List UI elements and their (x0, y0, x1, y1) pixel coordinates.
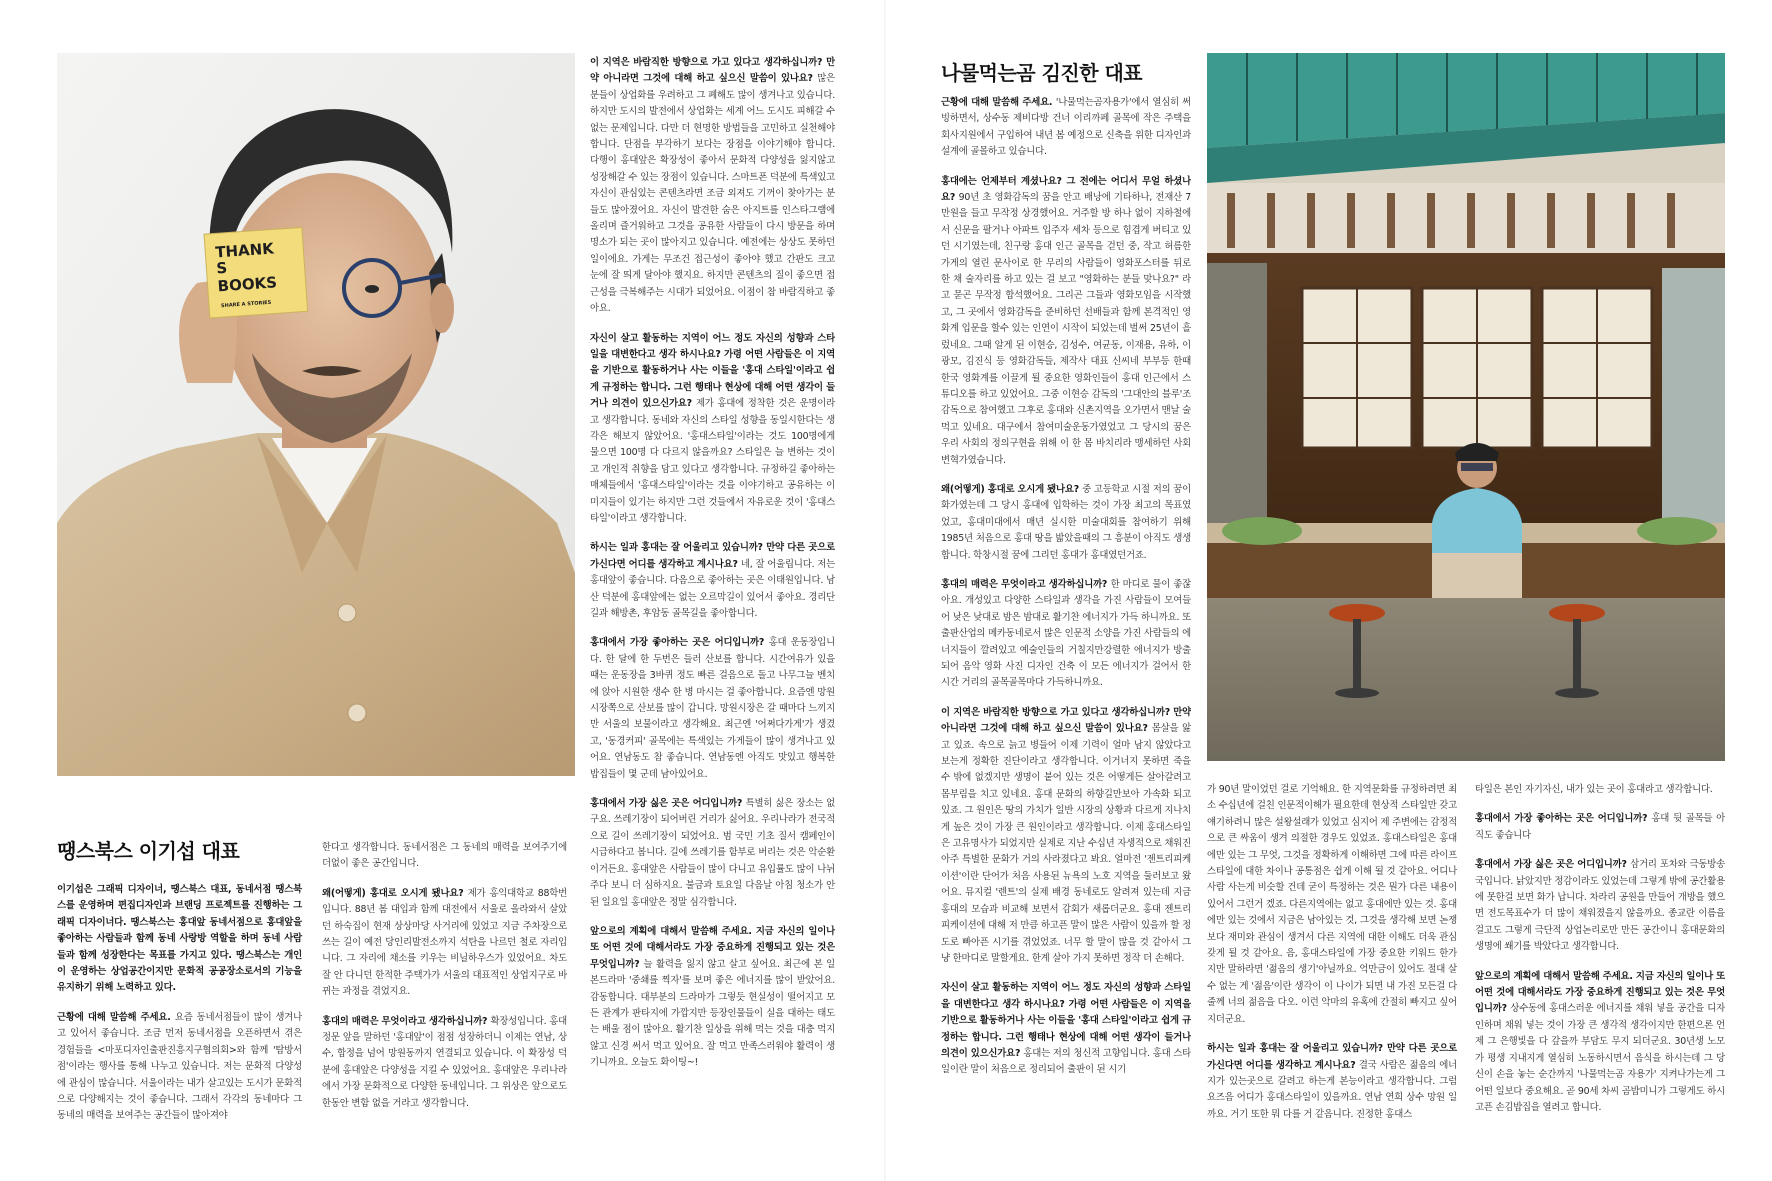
storefront-photo (1207, 53, 1725, 761)
qa-paragraph (941, 174, 1191, 469)
qa-paragraph (941, 577, 1191, 692)
qa-paragraph (1207, 1041, 1457, 1123)
question-text: 자신이 살고 활동하는 지역이 어느 정도 자신의 성향과 스타일을 대변한다고 생각 하시나요? 가령 어떤 사람들은 이 지역을 기반으로 활동하거나 사는 이들을 '홍대 스타일'이라고 쉽게 규정하는 합니다. 그런 행태나 현상에 대해 어떤 생각이 들거나 의견이 있으신가요? (941, 982, 1191, 1059)
answer-text: 요즘 동네서점들이 많이 생겨나고 있어서 좋습니다. 조금 먼저 동네서점을 오픈하면서 겪은 경험들을 <마포디자인출판진흥지구협의회>와 함께 '탐방서점'이라는 행사를 통해 나누고 있습니다. 저는 문화적 다양성에 관심이 많습니다. 서울이라는 내가 살고있는 도시가 문화적으로 다양해지는 것이 좋습니다. 그래서 각각의 동네마다 그 동네의 매력을 보여주는 공간들이 많아져야 (57, 1012, 302, 1122)
left-column-1 (57, 1010, 302, 1140)
answer-text: 제가 홍익대학교 88학번입니다. 88년 봄 대입과 함께 대전에서 서울로 올라와서 살았던 하숙집이 현재 상상마당 사거리에 있었고 지금 주차장으로 쓰는 길이 예전 당인리발전소까지 석탄을 나르던 철로 자리입니다. 그 자리에 채소를 키우는 비닐하우스가 있었어요. 차도 잘 안 다니던 한적한 주택가가 서울의 대표적인 상업지구로 바뀌는 과정을 겪었지요. (322, 887, 567, 998)
answer-text: 삼거리 포차와 극동방송국입니다. 낡았지만 정감이라도 있었는데 그렇게 밖에 공간활용에 못한걸 보면 화가 납니다. 차라리 공원을 만들어 개방을 했으면 전도목표수가 더 많이 채워졌을지 않을까요. 종교란 이름을 걸고도 그렇게 극단적 상업논리로만 만든 공간이니 홍대문화의 생명에 쐐기를 박았다고 생각합니다. (1475, 859, 1725, 953)
right-column-3 (1475, 782, 1725, 1142)
qa-paragraph (322, 840, 567, 873)
answer-text: 타일은 본인 자기자신, 내가 있는 곳이 홍대라고 생각합니다. (1475, 784, 1713, 795)
card-small-text: SHARE A STORIES (220, 299, 272, 310)
right-column-1 (941, 95, 1191, 1140)
answer-text: 특별히 싫은 장소는 없구요. 쓰레기장이 되어버린 거리가 싫어요. 우리나라가 전국적으로 길이 쓰레기장이 되었어요. 범 국민 기초 질서 캠페인이 시급하다고 봅니다. 길에 쓰레기를 함부로 버리는 것은 악순환이거든요. 홍대앞은 사람들이 많이 다니고 유입률도 많이 나뉘주다 보니 더 심하지요. 불금과 토요일 다음날 아침 청소가 안된 일요일 홍대앞은 정말 심각합니다. (590, 798, 835, 908)
qa-paragraph (322, 1014, 567, 1112)
answer-text: 한 마디로 물이 좋잖아요. 개성있고 다양한 스타일과 생각을 가진 사람들이 모여들어 낮은 낮대로 밤은 밤대로 활기찬 에너지가 가득 하니까요. 또 출판산업의 메카동네로서 많은 인문적 소양을 가진 사람들의 에너지들이 깔려있고 예술인들의 거칠지만강렬한 에너지가 방출되어 음악 영화 사진 디자인 건축 이 모든 에너지가 걸어서 한 시간 거리의 골목골목마다 가득하니까요. (941, 578, 1191, 689)
question-text: 홍대에서 가장 좋아하는 곳은 어디입니까? (590, 637, 769, 649)
question-text: 이 지역은 바람직한 방향으로 가고 있다고 생각하십니까? 만약 아니라면 그것에 대해 하고 싶으신 말씀이 있나요? (941, 706, 1191, 735)
qa-paragraph (57, 1010, 302, 1125)
qa-paragraph (941, 705, 1191, 968)
portrait-photo (57, 53, 575, 776)
left-column-2 (322, 840, 567, 1140)
question-text: 홍대의 매력은 무엇이라고 생각하십니까? (322, 1015, 491, 1027)
qa-paragraph (1207, 782, 1457, 1028)
qa-paragraph (941, 95, 1191, 161)
question-text: 앞으로의 계획에 대해서 말씀해 주세요. 지금 자신의 일이나 또 어떤 것에 대해서라도 가장 중요하게 진행되고 있는 것은 무엇입니까? (590, 925, 835, 970)
left-column-3 (590, 55, 835, 1125)
answer-text: 몸살을 앓고 있죠. 속으로 늙고 병들어 이제 기력이 얼마 남지 않았다고 보는게 정확한 진단이라고 생각합니다. 이거너지 못하면 죽을 수 밖에 없겠지만 생명이 붙어 있는 것은 어떻게든 살아갈려고 몸부림을 치고 있네요. 홍대 문화의 하향길만보아 가속화 되고 있죠. 그 원인은 땅의 가치가 일반 시장의 상황과 다르게 지나치게 높은 것이 가장 큰 원인이라고 생각합니다. 이제 홍대스타일은 고유명사가 되었지만 실제로 지난 수십년 자생적으로 채워진 아주 특별한 문화가 거의 사라졌다고 봐요. 얼마전 '젠트리피케이션'이란 단어가 처음 사용된 뉴욕의 노호 지역을 둘러보고 왔어요. 뮤지컬 '렌트'의 실제 배경 동네로도 알려져 있는데 지금 홍대의 모습과 비교해 보면서 감회가 새롭더군요. 홍대 젠트리피케이션에 대해 저 만큼 하고픈 말이 많은 사람이 있을까 할 정도로 빠아픈 시기를 겪었었죠. 너무 할 말이 많을 것 같아서 그냥 한마디로 말할게요. 한계 살아 가지 못하면 정작 더 손해다. (941, 723, 1191, 964)
qa-paragraph (941, 482, 1191, 564)
qa-paragraph (1475, 857, 1725, 955)
answer-text: '나물먹는곰자용가'에서 열심히 써빙하면서, 상수동 제비다방 건너 이리까페 골목에 작은 주택을 회사지원에서 구입하여 내년 봄 예정으로 신축을 위한 디자인과 설계에 골몰하고 있습니다. (941, 97, 1191, 158)
qa-paragraph (590, 635, 835, 783)
question-text: 하시는 일과 홍대는 잘 어울리고 있습니까? 만약 다른 곳으로 가신다면 어디를 생각하고 계시나요? (590, 542, 835, 570)
question-text: 하시는 일과 홍대는 잘 어울리고 있습니까? 만약 다른 곳으로 가신다면 어디를 생각하고 계시나요? (1207, 1043, 1457, 1071)
answer-text: 홍대 운동장입니다. 한 달에 한 두번은 들러 산보를 합니다. 시간여유가 있을 때는 운동장을 3바퀴 정도 빠른 걸음으로 돌고 나무그늘 벤치에 앉아 시원한 생수 한 병 마시는 걸 좋아합니다. 요즘엔 망원시장쪽으로 산보를 많이 갑니다. 망원시장은 갈 때마다 느끼지만 서울의 보물이라고 생각해요. 최근엔 '어쩌다가게'가 생겼고, '동경커피' 골목에는 특색있는 가게들이 많이 생겨나고 있어요. 연남동도 참 좋습니다. 연남동엔 아직도 맛있고 행복한 밥집들이 몇 군데 남아있어요. (590, 637, 835, 780)
question-text: 앞으로의 계획에 대해서 말씀해 주세요. 지금 자신의 일이나 또 어떤 것에 대해서라도 가장 중요하게 진행되고 있는 것은 무엇입니까? (1475, 970, 1725, 1015)
answer-text: 제가 홍대에 정착한 것은 운명이라고 생각합니다. 동네와 자신의 스타일 성향을 동일시한다는 생각은 해보지 않았어요. '홍대스타일'이라는 것도 100명에게 물으면 100명 다 다르지 않을까요? 스타일은 늘 변하는 것이고 개인적 취향을 담고 있다고 생각합니다. 규정하길 좋아하는 매체들에서 '홍대스타일'이라는 것을 이야기하고 공유하는 이미지들이 있기는 하지만 그런 것들에서 자유로운 것이 '홍대스타일'이라고 생각합니다. (590, 398, 835, 524)
card-line-1: THANK (214, 239, 275, 262)
question-text: 홍대에서 가장 좋아하는 곳은 어디입니까? (1475, 813, 1652, 825)
question-text: 이 지역은 바람직한 방향으로 가고 있다고 생각하십니까? 만약 아니라면 그것에 대해 하고 싶으신 말씀이 있나요? (590, 57, 835, 85)
question-text: 근황에 대해 말씀해 주세요. (941, 97, 1056, 108)
qa-paragraph (941, 980, 1191, 1078)
question-text: 홍대에서 가장 싫은 곳은 어디입니까? (1475, 859, 1631, 871)
question-text: 홍대의 매력은 무엇이라고 생각하십니까? (941, 578, 1111, 590)
right-column-2 (1207, 782, 1457, 1142)
answer-text: 가 90년 말이었던 걸로 기억해요. 한 지역문화를 규정하려면 최소 수십년에 걸친 인문적이해가 필요한데 현상적 스타일만 갖고 얘기하려니 많은 설왕설래가 있었고 심지어 제 주변에는 감정적으로 큰 싸움이 생겨 의절한 경우도 있었죠. 홍대스타일은 홍대에만 있는 그 무엇, 그것을 정확하게 이해하면 그에 따른 라이프 스타일에 대한 차이나 공통점은 쉽게 이해 될 것 같아요. 어디나 사람 사는게 비슷할 건데 굳이 특정하는 것은 뭔가 다른 내용이 있어서 그런거 겠죠. 다른지역에는 없고 홍대에만 있는 것. 홍대에만 있는 것에서 지금은 남아있는 것, 그것을 생각해 보면 논쟁보다 재미와 관심이 생겨서 다른 지역에 대한 이해도 더욱 관심 갖게 될 것 같아요. 음, 홍대스타일에 가장 중요한 키워드 한가지만 말하라면 '젊음의 생기'아닐까요. 억만금이 있어도 절대 살 수 없는 게 '젊음'이란 생각이 이 나이가 되면 내 가진 모든걸 다 줄께 너의 젊음을 다오. 이런 악마의 유혹에 간절히 빠지고 싶어지더군요. (1207, 784, 1457, 1025)
qa-paragraph (590, 796, 835, 911)
qa-paragraph (590, 540, 835, 622)
answer-text: 많은 분들이 상업화를 우려하고 그 폐해도 많이 생겨나고 있습니다. 하지만 도시의 발전에서 상업화는 세계 어느 도시도 피해갈 수 없는 문제입니다. 다만 더 현명한 방법들을 고민하고 실천해야 합니다. 단점을 부각하기 보다는 장점을 이야기해야 합니다. 다행이 홍대앞은 확장성이 좋아서 문화적 다양성을 잃지않고 성장해갈 수 있는 장점이 있습니다. 스마트폰 덕분에 특색있고 자신이 관심있는 콘텐츠라면 조금 외져도 기꺼이 찾아가는 분들도 많아졌어요. 자신이 발견한 숨은 아지트를 인스타그램에 올리며 즐거워하고 그것을 공유한 사람들이 다시 방문을 하며 명소가 되는 곳이 많아지고 있습니다. 예전에는 상상도 못하던 일이에요. 가게는 무조건 접근성이 좋아야 했고 간판도 크고 눈에 잘 띄게 달아야 했지요. 하지만 콘텐츠의 질이 좋으면 접근성을 극복해주는 시대가 되었어요. 이점이 참 바람직하고 좋아요. (590, 73, 835, 315)
question-text: 왜(어떻게) 홍대로 오시게 됐나요? (322, 887, 468, 899)
question-text: 자신이 살고 활동하는 지역이 어느 정도 자신의 성향과 스타일을 대변한다고 생각 하시나요? 가령 어떤 사람들은 이 지역을 기반으로 활동하거나 사는 이들을 '홍대 스타일'이라고 쉽게 규정하는 합니다. 그런 행태나 현상에 대해 어떤 생각이 들거나 의견이 있으신가요? (590, 332, 835, 410)
qa-paragraph (1475, 969, 1725, 1117)
answer-text: 홍대 뒷 골목들 아직도 좋습니다 (1475, 813, 1725, 841)
answer-text: 90년 초 영화감독의 꿈을 안고 배낭에 기타하나, 전재산 7만원을 들고 무작정 상경했어요. 거주할 방 하나 없이 지하철에서 신문을 팔거나 아파트 입주자 세차 등으로 힘겹게 버티고 있던 시기였는데, 친구랑 홍대 인근 골목을 걷던 중, 작고 허름한 가게의 열린 문사이로 한 무리의 사람들이 영화포스터를 뒤로 한 채 술자리를 하고 있는 걸 보고 "영화하는 분들 맞나요?" 라고 묻곤 무작정 합석했어요. 그리곤 그들과 영화모임을 시작했고, 그 곳에서 영화감독을 준비하던 선배들과 함께 본격적인 영화계 입문을 할수 있는 인연이 시작이 되었는데 벌써 25년이 흘렀네요. 그때 알게 된 이현승, 김성수, 여균동, 이재용, 유하, 이광모, 김진식 등 영화감독들, 제작사 대표 신씨네 부부등 한때 한국 영화계를 이끌게 될 중요한 영화인들이 홍대 인근에서 스튜디오를 하고 있었어요. 그중 이현승 감독의 '그대안의 블루'조감독으로 참여했고 그후로 홍대와 신촌지역을 오가면서 맨날 술먹고 있네요. 대구에서 참여미술운동가였었고 그 당시의 꿈은 우리 사회의 정의구현을 위해 이 한 몸 바치리라 맹세하던 사회 변혁가였습니다. (941, 192, 1191, 466)
answer-text: 결국 사람은 젊음의 에너지가 있는곳으로 갈려고 하는게 본능이라고 생각합니다. 그럼 요즈음 어디가 홍대스타일이 있을까요. 연남 연희 상수 망원 일까요. 거기 또한 뭐 다를 거 같음니다. 진정한 홍대스 (1207, 1059, 1457, 1120)
question-text: 근황에 대해 말씀해 주세요. (57, 1012, 175, 1023)
qa-paragraph (1475, 811, 1725, 844)
qa-paragraph (322, 886, 567, 1001)
qa-paragraph (590, 55, 835, 318)
answer-text: 홍대는 저의 청신적 고향입니다. 홍대 스타일이란 말이 처음으로 정리되어 출판이 된 시기 (941, 1047, 1191, 1076)
left-title: 땡스북스 이기섭 대표 (57, 839, 240, 863)
answer-text: 상수동에 홍대스러운 에너지를 채워 넣을 공간을 디자인하며 채워 넣는 것이 가장 큰 생각적 생각이지만 한편으론 언제 그 은행빛을 다 갚을까 부담도 무지 되더군요. 30년생 노모가 평생 지내지게 열심히 노동하시면서 음식을 하시는데 그 당신이 손을 놓는 순간까지 '나물먹는곰 자용가' 지켜나가는게 그 어떤 일보다 중요해요. 곧 90세 차씨 곰밥미니가 그렇게도 하시고픈 손김밥집을 열려고 합니다. (1475, 1003, 1725, 1113)
answer-text: 네, 잘 어울립니다. 저는 홍대앞이 좋습니다. 다음으로 좋아하는 곳은 이태원입니다. 남산 덕분에 홍대앞에는 없는 오르막길이 있어서 좋아요. 경리단길과 해방촌, 후암동 골목길을 좋아합니다. (590, 558, 835, 619)
card-line-2: S (215, 258, 228, 278)
answer-text: 한다고 생각합니다. 동네서점은 그 동네의 매력을 보여주기에 더없이 좋은 공간입니다. (322, 842, 567, 870)
right-title: 나물먹는곰 김진한 대표 (941, 61, 1143, 85)
left-intro: 이기섭은 그래픽 디자이너, 땡스북스 대표, 동네서점 땡스북스를 운영하며 편집디자인과 브랜딩 프로젝트를 진행하는 그래픽 디자이너다. 땡스북스는 홍대앞 동네서점으로 홍대앞을 좋아하는 사람들과 함께 동네 사랑방 역할을 하며 동네 사람들과 함께 성장한다는 목표를 가지고 있다. 땡스북스는 개인이 운영하는 상업공간이지만 문화적 공공장소로서의 기능을 유지하기 위해 노력하고 있다. (57, 884, 302, 994)
card-line-3: BOOKS (217, 273, 278, 296)
qa-paragraph (590, 924, 835, 1072)
question-text: 왜(어떻게) 홍대로 오시게 됐나요? (941, 483, 1083, 495)
qa-paragraph (1475, 782, 1725, 798)
question-text: 홍대에서 가장 싫은 곳은 어디입니까? (590, 798, 746, 810)
answer-text: 확장성입니다. 홍대 정문 앞을 말하던 '홍대앞'이 점점 성장하더니 이제는 연남, 상수, 합정을 넘어 망원동까지 연결되고 있습니다. 이 확장성 덕분에 홍대앞은 다양성을 지킬 수 있었어요. 홍대앞은 우리나라에서 가장 문화적으로 다양한 동네입니다. 그 위상은 앞으로도 한동안 변함 없을 거라고 생각합니다. (322, 1015, 567, 1109)
answer-text: 중 고등학교 시절 저의 꿈이 화가였는데 그 당시 홍대에 입학하는 것이 가장 최고의 목표였었고, 홍대미대에서 매년 실시한 미술대회를 참여하기 위해 1985년 처음으로 홍대 땅을 밟았을때의 그 흥분이 아직도 생생합니다. 학창시절 꿈에 그리던 홍대가 홍대였던거죠. (941, 483, 1191, 561)
answer-text: 늘 활력을 잃지 않고 살고 싶어요. 최근에 본 일본드라마 '중쇄를 찍자'를 보며 좋은 에너지를 많이 받았어요. 감동합니다. 대부분의 드라마가 그렇듯 현실성이 떨어지고 모든 관계가 판타지에 가깝지만 등장인물들이 실을 대하는 태도는 배울 점이 많아요. 활기찬 일상을 위해 먹는 것을 대충 먹지 않고 신경 써서 먹고 있어요. 잘 먹고 만족스러워야 활력이 생기니까요. 오늘도 화이팅~! (590, 958, 835, 1069)
qa-paragraph (590, 331, 835, 528)
question-text: 홍대에는 언제부터 계셨나요? 그 전에는 어디서 무얼 하셨나요? (941, 175, 1191, 204)
right-page (886, 0, 1772, 1181)
